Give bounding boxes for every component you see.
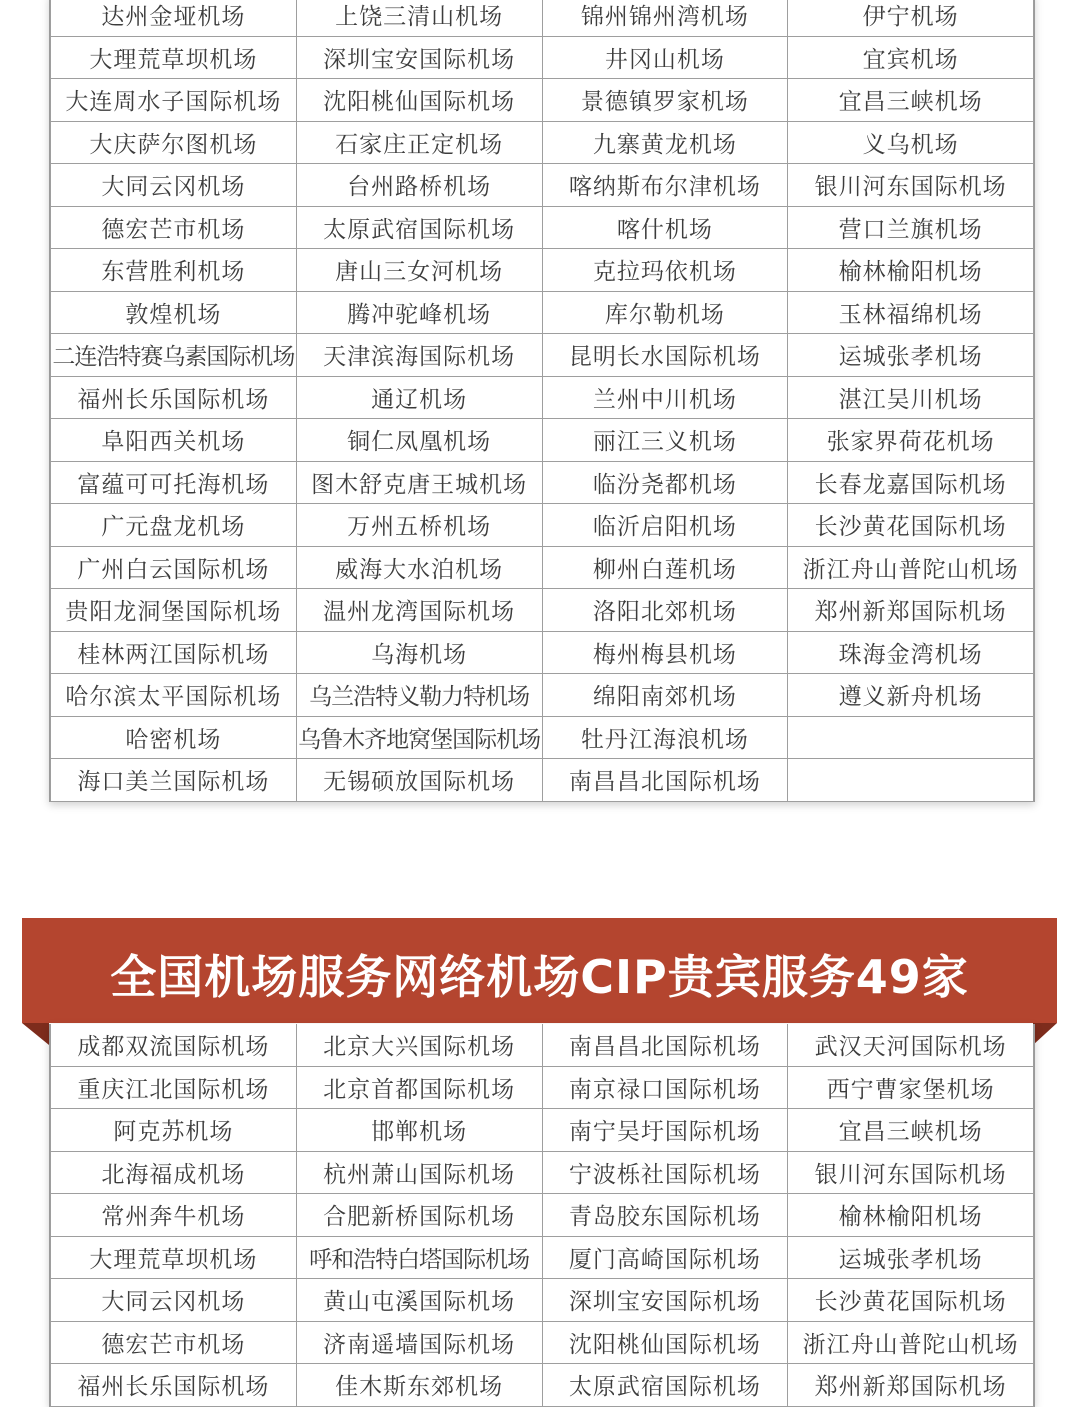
airport-cell: 乌鲁木齐地窝堡国际机场 (296, 716, 542, 759)
airport-cell: 宜昌三峡机场 (788, 79, 1034, 122)
airport-cell: 运城张孝机场 (788, 334, 1034, 377)
airport-cell: 铜仁凤凰机场 (296, 419, 542, 462)
airport-cell: 郑州新郑国际机场 (788, 589, 1034, 632)
airport-cell: 天津滨海国际机场 (296, 334, 542, 377)
airport-cell: 北京大兴国际机场 (296, 1024, 542, 1066)
table-row (51, 1151, 1034, 1194)
airport-cell: 牡丹江海浪机场 (542, 716, 788, 759)
table-row (51, 334, 1034, 377)
airport-cell: 景德镇罗家机场 (542, 79, 788, 122)
banner-title: 全国机场服务网络机场CIP贵宾服务49家 (110, 949, 969, 1004)
airport-cell: 图木舒克唐王城机场 (296, 461, 542, 504)
airport-cell: 太原武宿国际机场 (542, 1364, 788, 1407)
table-row (51, 36, 1034, 79)
airport-cell: 武汉天河国际机场 (788, 1024, 1034, 1066)
airport-cell: 榆林榆阳机场 (788, 249, 1034, 292)
banner-fold-right (1033, 1023, 1057, 1045)
airport-cell: 北京首都国际机场 (296, 1066, 542, 1109)
table-row (51, 206, 1034, 249)
airport-cell (788, 716, 1034, 759)
airport-cell: 福州长乐国际机场 (51, 1364, 297, 1407)
airport-cell: 济南遥墙国际机场 (296, 1321, 542, 1364)
airport-cell: 沈阳桃仙国际机场 (296, 79, 542, 122)
airport-cell: 福州长乐国际机场 (51, 376, 297, 419)
table-row (51, 716, 1034, 759)
airport-cell: 库尔勒机场 (542, 291, 788, 334)
airport-cell: 大同云冈机场 (51, 1279, 297, 1322)
airport-cell (788, 759, 1034, 802)
airport-cell: 昆明长水国际机场 (542, 334, 788, 377)
airport-cell: 广元盘龙机场 (51, 504, 297, 547)
airport-cell: 锦州锦州湾机场 (542, 0, 788, 36)
table-row (51, 759, 1034, 802)
airport-cell: 南昌昌北国际机场 (542, 759, 788, 802)
airport-cell: 遵义新舟机场 (788, 674, 1034, 717)
airport-cell: 阿克苏机场 (51, 1109, 297, 1152)
table-row (51, 1321, 1034, 1364)
airport-cell: 唐山三女河机场 (296, 249, 542, 292)
airport-cell: 上饶三清山机场 (296, 0, 542, 36)
airport-cell: 大庆萨尔图机场 (51, 121, 297, 164)
airport-cell: 无锡硕放国际机场 (296, 759, 542, 802)
table-row (51, 291, 1034, 334)
airport-cell: 宁波栎社国际机场 (542, 1151, 788, 1194)
airport-cell: 太原武宿国际机场 (296, 206, 542, 249)
airport-cell: 乌海机场 (296, 631, 542, 674)
airport-cell: 克拉玛依机场 (542, 249, 788, 292)
airport-cell: 德宏芒市机场 (51, 206, 297, 249)
cip-airport-table (49, 1024, 1035, 1407)
airport-cell: 大连周水子国际机场 (51, 79, 297, 122)
table-row (51, 1364, 1034, 1407)
airport-cell: 南昌昌北国际机场 (542, 1024, 788, 1066)
airport-cell: 厦门高崎国际机场 (542, 1236, 788, 1279)
airport-cell: 营口兰旗机场 (788, 206, 1034, 249)
airport-cell: 井冈山机场 (542, 36, 788, 79)
table-row (51, 376, 1034, 419)
banner-fold-left (22, 1023, 49, 1045)
airport-cell: 呼和浩特白塔国际机场 (296, 1236, 542, 1279)
airport-cell: 深圳宝安国际机场 (296, 36, 542, 79)
airport-cell: 浙江舟山普陀山机场 (788, 546, 1034, 589)
table-row (51, 1236, 1034, 1279)
table-row (51, 164, 1034, 207)
airport-cell: 喀什机场 (542, 206, 788, 249)
table-row (51, 589, 1034, 632)
airport-cell: 长沙黄花国际机场 (788, 1279, 1034, 1322)
airport-cell: 贵阳龙洞堡国际机场 (51, 589, 297, 632)
airport-cell: 珠海金湾机场 (788, 631, 1034, 674)
table-row (51, 1109, 1034, 1152)
airport-cell: 黄山屯溪国际机场 (296, 1279, 542, 1322)
banner-bar (22, 918, 1057, 1023)
airport-cell: 富蕴可可托海机场 (51, 461, 297, 504)
airport-cell: 佳木斯东郊机场 (296, 1364, 542, 1407)
airport-cell: 湛江吴川机场 (788, 376, 1034, 419)
airport-cell: 石家庄正定机场 (296, 121, 542, 164)
airport-cell: 南宁吴圩国际机场 (542, 1109, 788, 1152)
airport-cell: 玉林福绵机场 (788, 291, 1034, 334)
airport-cell: 丽江三义机场 (542, 419, 788, 462)
airport-cell: 洛阳北郊机场 (542, 589, 788, 632)
table-row (51, 1024, 1034, 1066)
airport-cell: 二连浩特赛乌素国际机场 (51, 334, 297, 377)
airport-cell: 伊宁机场 (788, 0, 1034, 36)
airport-cell: 重庆江北国际机场 (51, 1066, 297, 1109)
airport-cell: 银川河东国际机场 (788, 1151, 1034, 1194)
airport-cell: 温州龙湾国际机场 (296, 589, 542, 632)
table-row (51, 546, 1034, 589)
table-row (51, 1194, 1034, 1237)
airport-cell: 张家界荷花机场 (788, 419, 1034, 462)
airport-cell: 合肥新桥国际机场 (296, 1194, 542, 1237)
airport-cell: 敦煌机场 (51, 291, 297, 334)
table-row (51, 79, 1034, 122)
airport-cell: 广州白云国际机场 (51, 546, 297, 589)
airport-cell: 银川河东国际机场 (788, 164, 1034, 207)
airport-cell: 梅州梅县机场 (542, 631, 788, 674)
airport-cell: 运城张孝机场 (788, 1236, 1034, 1279)
table-row (51, 121, 1034, 164)
airport-table-upper (49, 0, 1035, 802)
airport-cell: 乌兰浩特义勒力特机场 (296, 674, 542, 717)
airport-cell: 德宏芒市机场 (51, 1321, 297, 1364)
airport-cell: 威海大水泊机场 (296, 546, 542, 589)
airport-cell: 西宁曹家堡机场 (788, 1066, 1034, 1109)
airport-cell: 郑州新郑国际机场 (788, 1364, 1034, 1407)
airport-cell: 宜宾机场 (788, 36, 1034, 79)
airport-cell: 兰州中川机场 (542, 376, 788, 419)
airport-cell: 大同云冈机场 (51, 164, 297, 207)
table-row (51, 249, 1034, 292)
airport-cell: 南京禄口国际机场 (542, 1066, 788, 1109)
airport-cell: 喀纳斯布尔津机场 (542, 164, 788, 207)
airport-cell: 深圳宝安国际机场 (542, 1279, 788, 1322)
airport-cell: 青岛胶东国际机场 (542, 1194, 788, 1237)
airport-cell: 大理荒草坝机场 (51, 36, 297, 79)
airport-cell: 杭州萧山国际机场 (296, 1151, 542, 1194)
table-row (51, 461, 1034, 504)
airport-cell: 柳州白莲机场 (542, 546, 788, 589)
airport-cell: 宜昌三峡机场 (788, 1109, 1034, 1152)
airport-cell: 北海福成机场 (51, 1151, 297, 1194)
table-row (51, 1279, 1034, 1322)
airport-cell: 榆林榆阳机场 (788, 1194, 1034, 1237)
airport-cell: 沈阳桃仙国际机场 (542, 1321, 788, 1364)
airport-cell: 海口美兰国际机场 (51, 759, 297, 802)
airport-cell: 阜阳西关机场 (51, 419, 297, 462)
airport-cell: 哈尔滨太平国际机场 (51, 674, 297, 717)
airport-cell: 达州金垭机场 (51, 0, 297, 36)
cip-airport-table-body (51, 1024, 1034, 1406)
airport-cell: 长沙黄花国际机场 (788, 504, 1034, 547)
airport-cell: 台州路桥机场 (296, 164, 542, 207)
table-row (51, 0, 1034, 36)
airport-cell: 大理荒草坝机场 (51, 1236, 297, 1279)
airport-cell: 浙江舟山普陀山机场 (788, 1321, 1034, 1364)
airport-cell: 通辽机场 (296, 376, 542, 419)
table-row (51, 674, 1034, 717)
airport-cell: 常州奔牛机场 (51, 1194, 297, 1237)
airport-cell: 邯郸机场 (296, 1109, 542, 1152)
table-row (51, 504, 1034, 547)
table-row (51, 631, 1034, 674)
airport-cell: 九寨黄龙机场 (542, 121, 788, 164)
airport-cell: 腾冲驼峰机场 (296, 291, 542, 334)
airport-cell: 哈密机场 (51, 716, 297, 759)
airport-cell: 成都双流国际机场 (51, 1024, 297, 1066)
airport-cell: 临汾尧都机场 (542, 461, 788, 504)
airport-cell: 东营胜利机场 (51, 249, 297, 292)
airport-cell: 绵阳南郊机场 (542, 674, 788, 717)
airport-cell: 临沂启阳机场 (542, 504, 788, 547)
airport-cell: 长春龙嘉国际机场 (788, 461, 1034, 504)
table-row (51, 419, 1034, 462)
airport-cell: 万州五桥机场 (296, 504, 542, 547)
airport-cell: 桂林两江国际机场 (51, 631, 297, 674)
airport-cell: 义乌机场 (788, 121, 1034, 164)
airport-table-upper-body (51, 0, 1034, 801)
table-row (51, 1066, 1034, 1109)
